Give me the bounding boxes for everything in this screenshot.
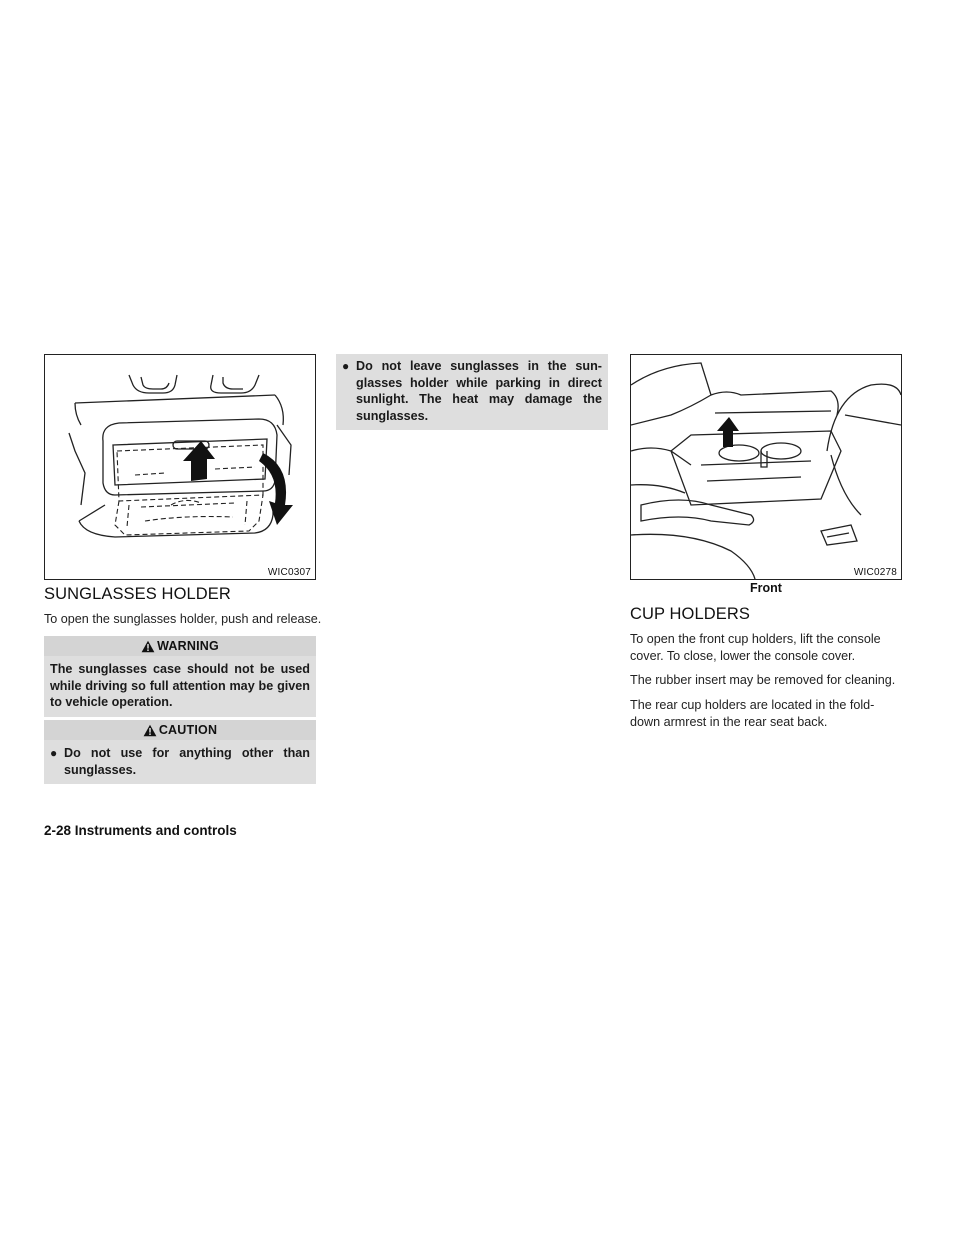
caution-item-text: Do not use for anything other than sunglasses. — [64, 746, 310, 777]
caution-body — [44, 740, 316, 784]
figure-caption-front: Front — [750, 581, 782, 595]
cup-holders-figure — [630, 354, 902, 580]
figure-code: WIC0307 — [267, 567, 311, 578]
caution-item-text: Do not leave sunglasses in the sun- glasses holder while parking in direct sunlight. The heat may damage the sunglasses. — [356, 359, 602, 423]
warning-text: The sunglasses case should not be used while driving so full attention may be given to vehicle operation. — [44, 656, 316, 717]
warning-box — [44, 636, 316, 717]
figure-code: WIC0278 — [853, 567, 897, 578]
caution-box — [44, 720, 316, 784]
sunglasses-intro: To open the sunglasses holder, push and release. — [44, 612, 322, 626]
caution-continued-body — [336, 354, 608, 430]
cup-holders-paragraph-2: The rubber insert may be removed for cleaning. — [630, 673, 896, 687]
caution-title: CAUTION — [158, 723, 218, 737]
cup-holders-paragraph-1: To open the front cup holders, lift the console cover. To close, lower the console cover. — [630, 632, 881, 663]
sunglasses-holder-figure — [44, 354, 316, 580]
section-heading-cup-holders: CUP HOLDERS — [630, 605, 750, 623]
bullet-icon: ● — [50, 746, 58, 760]
caution-header — [44, 720, 316, 740]
section-heading-sunglasses: SUNGLASSES HOLDER — [44, 585, 231, 603]
page-footer — [44, 823, 237, 838]
warning-triangle-icon — [141, 640, 155, 653]
warning-title: WARNING — [157, 639, 219, 653]
warning-header — [44, 636, 316, 656]
cup-holders-illustration — [631, 355, 901, 579]
caution-item — [342, 358, 602, 424]
bullet-icon: ● — [342, 359, 350, 373]
caution-item — [50, 745, 310, 778]
cup-holders-paragraph-3: The rear cup holders are located in the fold-down armrest in the rear seat back. — [630, 698, 875, 729]
sunglasses-holder-illustration — [45, 355, 315, 579]
warning-triangle-icon — [143, 724, 157, 737]
page-number: 2-28 — [44, 823, 72, 838]
caution-box-continued — [336, 354, 608, 430]
section-name: Instruments and controls — [74, 823, 237, 838]
